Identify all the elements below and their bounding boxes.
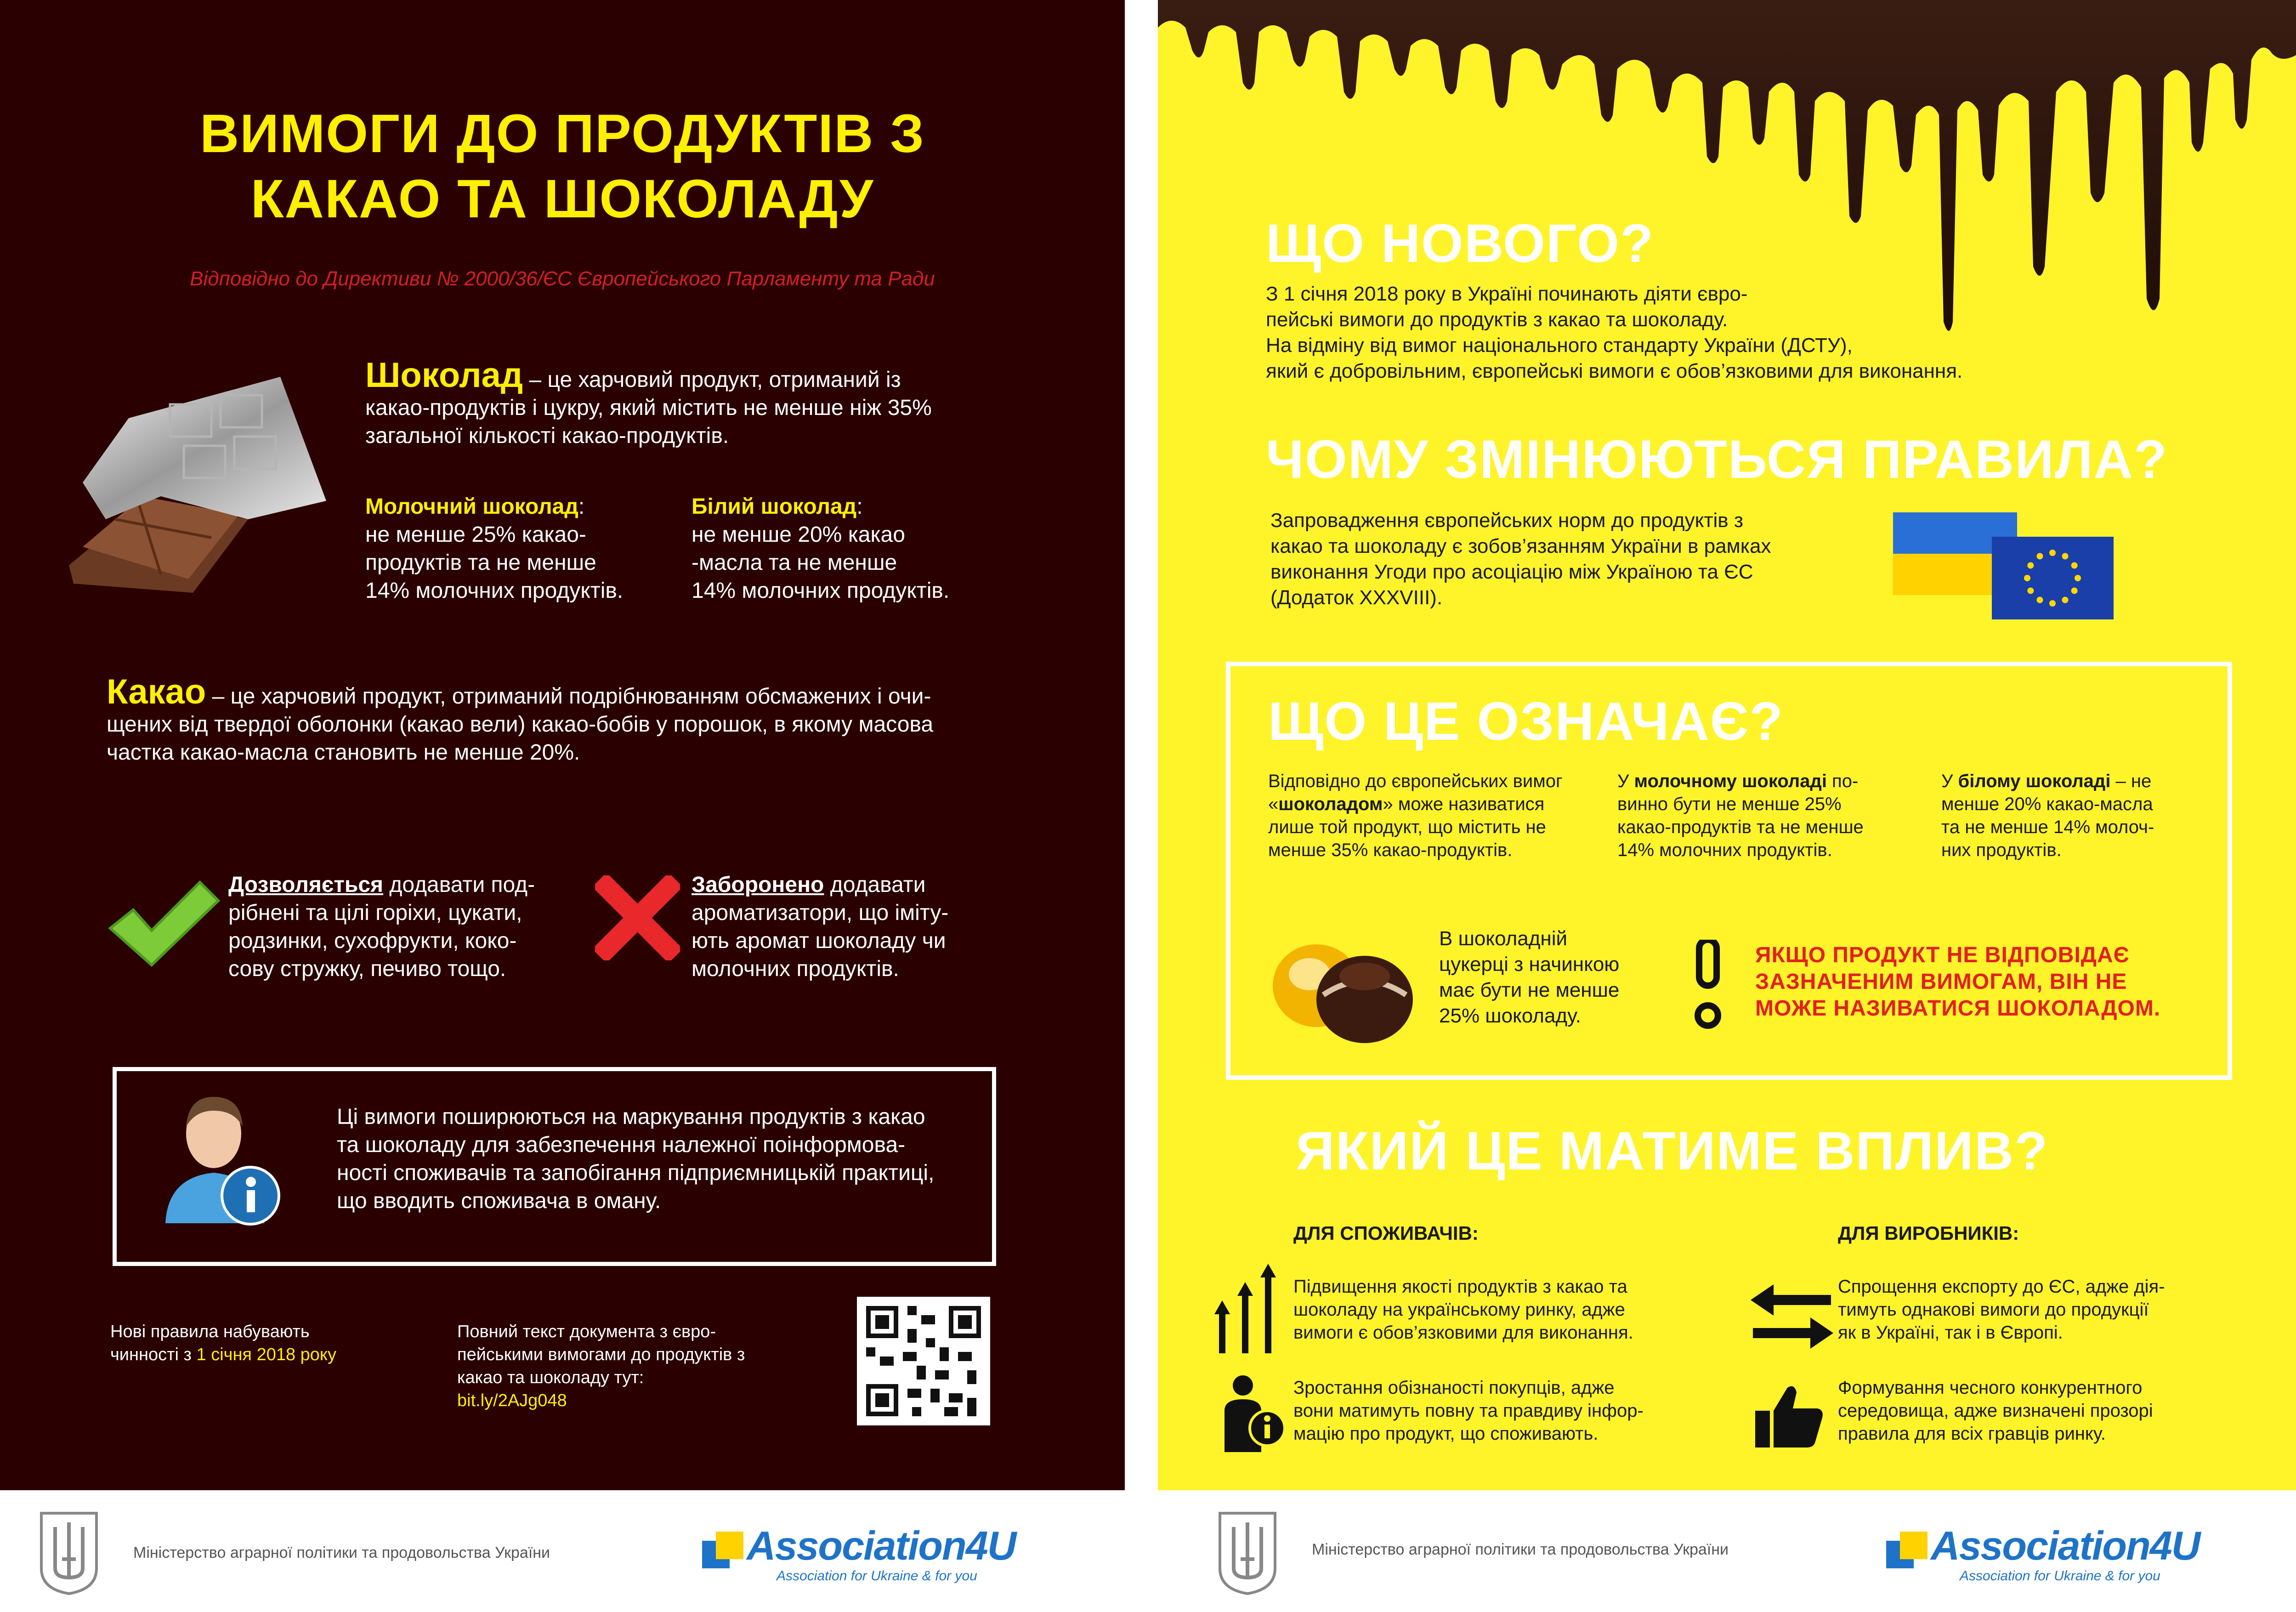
ministry-name: Міністерство аграрної політики та продовольства України <box>1312 1541 1729 1558</box>
info-line1: Ці вимоги поширюються на маркування продуктів з какао <box>337 1105 925 1129</box>
forbidden-line1: додавати <box>824 873 926 897</box>
thumbs-up-icon <box>1755 1383 1824 1447</box>
whats-new-line3: На відміну від вимог національного стандарту України (ДСТУ), <box>1266 334 1853 357</box>
whats-new-line4: який є добровільним, європейські вимоги є обов’язковими для виконання. <box>1266 360 1963 382</box>
left-title-line1: ВИМОГИ ДО ПРОДУКТІВ З <box>199 103 925 164</box>
why-change-text <box>1270 508 1859 611</box>
col2-line2: винно бути не менше 25% <box>1617 794 1842 814</box>
fulltext-block <box>457 1320 745 1412</box>
milk-chocolate-title: Молочний шоколад <box>365 494 578 519</box>
info-line4: що вводить споживача в оману. <box>337 1189 661 1213</box>
col2-prefix: У <box>1617 771 1634 791</box>
chocolate-term: Шоколад <box>365 356 523 395</box>
association4u-logo: Association4U <box>1931 1523 2200 1568</box>
cocoa-line2: щених від твердої оболонки (какао вели) какао-бобів у порошок, в якому масова <box>107 712 934 737</box>
allowed-line4: сову стружку, печиво тощо. <box>228 957 506 981</box>
whats-new-text <box>1266 281 2208 384</box>
footer-right <box>1158 1490 2296 1612</box>
forbidden-line3: ють аромат шоколаду чи <box>692 929 946 953</box>
milk-line1: не менше 25% какао- <box>365 522 586 547</box>
prod2-line2: середовища, адже визначені прозорі <box>1838 1401 2153 1421</box>
info-text <box>337 1103 971 1215</box>
flag-eu-icon <box>1992 537 2114 619</box>
milk-line3: 14% молочних продуктів. <box>365 579 624 603</box>
page-gap <box>1125 0 1158 1490</box>
prod2-line1: Формування чесного конкурентного <box>1838 1378 2143 1398</box>
warning-line1: ЯКЩО ПРОДУКТ НЕ ВІДПОВІДАЄ <box>1755 943 2130 967</box>
fulltext-link[interactable]: bit.ly/2AJg048 <box>457 1391 567 1410</box>
col1-quote-open: « <box>1268 794 1279 814</box>
white-line1: не менше 20% какао <box>692 522 905 547</box>
prod1-line1: Спрощення експорту до ЄС, адже дія- <box>1838 1277 2165 1297</box>
cocoa-line3: частка какао-масла становить не менше 20%. <box>107 740 580 765</box>
warning-line2: ЗАЗНАЧЕНИМ ВИМОГАМ, ВІН НЕ <box>1755 970 2127 994</box>
white-line2: -масла та не менше <box>692 551 897 575</box>
fulltext-line1: Повний текст документа з євро- <box>457 1322 716 1341</box>
col3-prefix: У <box>1941 771 1958 791</box>
left-title <box>0 101 1125 232</box>
association4u-logo-icon <box>1886 1532 1928 1573</box>
trident-icon <box>37 1509 101 1596</box>
trident-icon <box>1215 1509 1280 1596</box>
fulltext-line2: пейськими вимогами до продуктів з <box>457 1345 745 1364</box>
footer-left <box>0 1490 1125 1612</box>
cross-icon <box>595 875 680 960</box>
cons1-line1: Підвищення якості продуктів з какао та <box>1293 1277 1627 1297</box>
allowed-line2: рібнені та цілі горіхи, цукати, <box>228 901 522 925</box>
association4u-tagline: Association for Ukraine & for you <box>1960 1568 2160 1584</box>
heading-what-means: ЩО ЦЕ ОЗНАЧАЄ? <box>1268 691 1784 752</box>
eu-star <box>2027 562 2034 569</box>
white-chocolate-block <box>692 493 986 605</box>
eu-star <box>2049 550 2056 556</box>
col2-line4: 14% молочних продуктів. <box>1617 840 1832 860</box>
fulltext-line3: какао та шоколаду тут: <box>457 1368 644 1387</box>
cons2-line2: вони матимуть повну та правдиву інфор- <box>1293 1401 1644 1421</box>
producers-heading: ДЛЯ ВИРОБНИКІВ: <box>1838 1222 2019 1244</box>
white-chocolate-title: Білий шоколад <box>692 494 857 519</box>
means-col-milk <box>1617 770 1893 862</box>
why-line1: Запровадження європейських норм до продуктів з <box>1270 509 1744 532</box>
eu-star <box>2075 575 2081 581</box>
allowed-line1: додавати под- <box>383 873 535 897</box>
forbidden-line4: молочних продуктів. <box>692 957 899 981</box>
why-line2: какао та шоколаду є зобов’язанням України в рамках <box>1270 535 1771 557</box>
chocolate-definition <box>365 356 1100 450</box>
eu-star <box>2037 553 2043 559</box>
col2-line3: какао-продуктів та не менше <box>1617 817 1864 837</box>
means-col-white <box>1941 770 2180 862</box>
candy-line1: В шоколадній <box>1439 927 1568 950</box>
left-subtitle: Відповідно до Директиви № 2000/36/ЄС Європейського Парламенту та Ради <box>190 267 935 290</box>
chocolate-def-line3: загальної кількості какао-продуктів. <box>365 424 729 448</box>
prod2-line3: правила для всіх гравців ринку. <box>1838 1424 2106 1444</box>
eu-star <box>2027 588 2034 594</box>
col3-line3: та не менше 14% молоч- <box>1941 817 2154 837</box>
eu-star <box>2049 600 2056 607</box>
col1-bold: шоколадом <box>1278 794 1383 814</box>
forbidden-block <box>692 871 1041 983</box>
consumers-heading: ДЛЯ СПОЖИВАЧІВ: <box>1293 1222 1479 1244</box>
cons1-line2: шоколаду на українському ринку, адже <box>1293 1300 1625 1320</box>
eu-star <box>2062 553 2069 559</box>
heading-impact: ЯКИЙ ЦЕ МАТИМЕ ВПЛИВ? <box>1296 1121 2049 1181</box>
warning-line3: МОЖЕ НАЗИВАТИСЯ ШОКОЛАДОМ. <box>1755 996 2161 1021</box>
eu-star <box>2037 597 2043 603</box>
col1-line4: менше 35% какао-продуктів. <box>1268 840 1513 860</box>
consumers-item2 <box>1293 1376 1730 1445</box>
cons2-line1: Зростання обізнаності покупців, адже <box>1293 1378 1615 1398</box>
col3-line1: – не <box>2110 771 2152 791</box>
allowed-term: Дозволяється <box>228 873 384 897</box>
forbidden-line2: ароматизатори, що іміту- <box>692 901 949 925</box>
whats-new-line2: пейські вимоги до продуктів з какао та шоколаду. <box>1266 308 1728 331</box>
cons2-line3: мацію про продукт, що споживають. <box>1293 1424 1599 1444</box>
means-col-chocolate <box>1268 770 1576 862</box>
ministry-name: Міністерство аграрної політики та продовольства України <box>133 1544 550 1561</box>
info-line2: та шоколаду для забезпечення належної поінформова- <box>337 1133 906 1157</box>
why-line3: виконання Угоди про асоціацію між Україною та ЄС <box>1270 561 1753 583</box>
chocolate-bar-icon <box>55 363 331 593</box>
col3-line2: менше 20% какао-масла <box>1941 794 2153 814</box>
col1-line2: » може називатися <box>1383 794 1545 814</box>
col3-bold: білому шоколаді <box>1958 771 2111 791</box>
cocoa-line1: – це харчовий продукт, отриманий подрібнюванням обсмажених і очи- <box>206 684 931 709</box>
person-info-small-icon <box>1222 1374 1287 1452</box>
eu-star <box>2071 562 2078 569</box>
warning-text <box>1755 942 2183 1022</box>
info-line3: ності споживачів та запобігання підприємницькій практиці, <box>337 1161 935 1185</box>
why-line4: (Додаток XXXVIII). <box>1270 586 1443 609</box>
whats-new-line1: З 1 січня 2018 року в Україні починають діяти євро- <box>1266 283 1748 305</box>
association4u-tagline: Association for Ukraine & for you <box>777 1568 977 1584</box>
col2-line1: по- <box>1826 771 1859 791</box>
qr-code-icon[interactable] <box>857 1297 990 1425</box>
chocolate-def-line1: – це харчовий продукт, отриманий із <box>523 368 901 392</box>
candy-text <box>1439 926 1678 1029</box>
allowed-block <box>228 871 578 983</box>
milk-chocolate-block <box>365 493 659 605</box>
growth-arrows-icon <box>1211 1261 1289 1353</box>
chocolate-def-line2: какао-продуктів і цукру, який містить не менше ніж 35% <box>365 396 932 420</box>
valid-from-block <box>110 1320 336 1366</box>
valid-line1: Нові правила набувають <box>110 1322 310 1341</box>
col2-bold: молочному шоколаді <box>1634 771 1827 791</box>
prod1-line2: тимуть однакові вимоги до продукції <box>1838 1300 2149 1320</box>
forbidden-term: Заборонено <box>692 873 824 897</box>
cons1-line3: вимоги є обов’язковими для виконання. <box>1293 1323 1633 1343</box>
left-title-line2: КАКАО ТА ШОКОЛАДУ <box>250 169 874 229</box>
col3-line4: них продуктів. <box>1941 840 2062 860</box>
valid-line2: чинності з <box>110 1345 197 1364</box>
candy-icon <box>1268 926 1415 1050</box>
check-icon <box>106 878 221 970</box>
milk-line2: продуктів та не менше <box>365 551 596 575</box>
cocoa-term: Какао <box>107 672 206 711</box>
eu-star <box>2024 575 2030 581</box>
prod1-line3: як в Україні, так і в Європі. <box>1838 1323 2063 1343</box>
candy-line2: цукерці з начинкою <box>1439 953 1620 976</box>
heading-why-change: ЧОМУ ЗМІНЮЮТЬСЯ ПРАВИЛА? <box>1266 429 2168 490</box>
producers-item2 <box>1838 1376 2251 1445</box>
candy-line4: 25% шоколаду. <box>1439 1005 1581 1027</box>
white-line3: 14% молочних продуктів. <box>692 579 950 603</box>
cocoa-definition <box>107 672 1035 766</box>
milk-colon: : <box>578 494 585 519</box>
association4u-logo-icon <box>702 1532 743 1573</box>
white-colon: : <box>856 494 863 519</box>
heading-whats-new: ЩО НОВОГО? <box>1266 213 1655 274</box>
col1-line1: Відповідно до європейських вимог <box>1268 771 1563 791</box>
allowed-line3: родзинки, сухофрукти, коко- <box>228 929 517 953</box>
eu-star <box>2071 588 2078 594</box>
candy-line3: має бути не менше <box>1439 979 1620 1001</box>
association4u-logo: Association4U <box>747 1523 1016 1568</box>
right-page <box>1158 0 2296 1490</box>
col1-line3: лише той продукт, що містить не <box>1268 817 1546 837</box>
person-info-icon <box>161 1090 289 1228</box>
left-page <box>0 0 1125 1490</box>
eu-star <box>2062 597 2069 603</box>
consumers-item1 <box>1293 1275 1730 1344</box>
producers-item1 <box>1838 1275 2251 1344</box>
valid-date: 1 січня 2018 року <box>196 1345 336 1364</box>
exclamation-icon <box>1695 940 1722 1032</box>
exchange-arrows-icon <box>1748 1282 1836 1351</box>
